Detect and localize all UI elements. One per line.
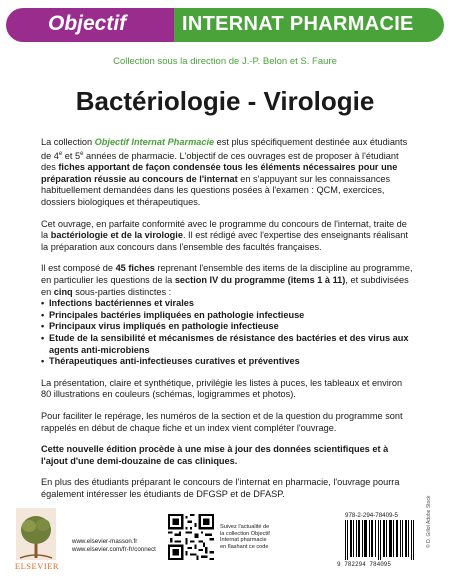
banner-internat-pharmacie-label: INTERNAT PHARMACIE [182, 13, 414, 35]
text: , et subdivisées en [41, 275, 409, 297]
isbn: 978-2-294-78409-5 [345, 512, 398, 519]
barcode-number: 9 782294 784095 [337, 561, 392, 568]
superscript: e [80, 150, 84, 157]
text: reprenant l'ensemble des items de la discipline au programme, en particulier les questions de la [41, 263, 413, 285]
barcode [343, 520, 415, 560]
publisher-urls [72, 538, 156, 554]
text: sous-parties distinctes : [72, 286, 172, 297]
footer [0, 508, 450, 576]
list-item: • Thérapeutiques anti-infectieuses curatives et préventives [41, 356, 413, 368]
publisher-name: ELSEVIER [14, 561, 60, 571]
text: est plus spécifiquement destinée aux étudiants de 4 [41, 137, 408, 161]
qr-caption-line: Suivez l'actualité de [220, 524, 270, 530]
banner-objectif-label: Objectif [48, 12, 127, 35]
subparts-list [41, 298, 413, 368]
collection-directors: Collection sous la direction de J.-P. Belon et S. Faure [113, 56, 337, 67]
list-item: • Etude de la sensibilité et mécanismes de résistance des bactéries et des virus aux agents anti-microbiens [41, 333, 413, 356]
list-item: • Principales bactéries impliquées en pathologie infectieuse [41, 310, 413, 322]
text: Cet ouvrage, en parfaite conformité avec le programme du concours de l'internat, traite de la [41, 218, 407, 241]
text: années de pharmacie. L'objectif de ces ouvrages est de proposer à l'étudiant des [41, 150, 399, 173]
paragraph-intro [41, 137, 413, 209]
superscript: e [58, 150, 63, 157]
qr-caption-line: en flashant ce code [220, 543, 269, 550]
collection-name: Objectif Internat Pharmacie [94, 137, 215, 147]
text: Il est composé de [41, 263, 116, 274]
elsevier-tree-logo [16, 508, 56, 560]
back-cover-text [41, 137, 413, 511]
list-item: • Infections bactériennes et virales [41, 298, 413, 310]
series-banner [6, 8, 444, 42]
banner-objectif [6, 8, 174, 42]
paragraph-conformity [41, 219, 413, 254]
qr-caption-line: la collection Objectif [220, 530, 270, 537]
qr-caption-line: Internat pharmacie [220, 537, 267, 544]
list-item: • Principaux virus impliqués en pathologie infectieuse [41, 321, 413, 333]
url-elsevier-masson[interactable]: www.elsevier-masson.fr [72, 538, 138, 545]
banner-internat-pharmacie [174, 8, 444, 42]
url-elsevier-connect[interactable]: www.elsevier.com/fr-fr/connect [72, 546, 156, 553]
text: et 5 [62, 150, 81, 161]
paragraph-presentation: La présentation, claire et synthétique, privilégie les listes à puces, les tableaux et environ 80 illustrations en couleurs (schémas, logigrammes et photos). [41, 377, 403, 400]
bold-text: bactériologie et de la virologie [50, 230, 183, 241]
text: . Il est rédigé avec l'expertise des enseignants réalisant la préparation aux concours dans l'ensemble des facultés françaises. [41, 230, 408, 252]
paragraph-audience: En plus des étudiants préparant le concours de l'internat en pharmacie, l'ouvrage pourra également intéresser les étudiants de DFGSP et de DFASP. [41, 477, 400, 499]
book-title: Bactériologie - Virologie [75, 86, 375, 116]
photo-credit: © D. Gillot Adobe Stock [426, 495, 432, 548]
paragraph-navigation: Pour faciliter le repérage, les numéros de la section et de la question du programme sont rappelés en début de chaque fiche et un index vient compléter l'ouvrage. [41, 410, 403, 433]
bold-text: cinq [53, 286, 73, 297]
qr-code[interactable] [168, 514, 214, 560]
text: en s'appuyant sur les connaissances habituellement demandées dans les questions posées à l'examen : QCM, exercices, dossiers biologiques et thérapeutiques. [41, 173, 391, 208]
paragraph-composition [41, 263, 413, 298]
bold-text: 45 fiches [115, 263, 155, 274]
text: La collection [41, 137, 95, 147]
qr-caption [220, 524, 270, 550]
bold-text: fiches apportant de façon condensée tous les éléments nécessaires pour une préparation réussie au concours de l'internat [41, 162, 398, 184]
paragraph-new-edition: Cette nouvelle édition procède à une mise à jour des données scientifiques et à l'ajout d'une demi-douzaine de cas cliniques. [41, 444, 389, 466]
bold-text: section IV du programme (items 1 à 11) [174, 275, 346, 285]
